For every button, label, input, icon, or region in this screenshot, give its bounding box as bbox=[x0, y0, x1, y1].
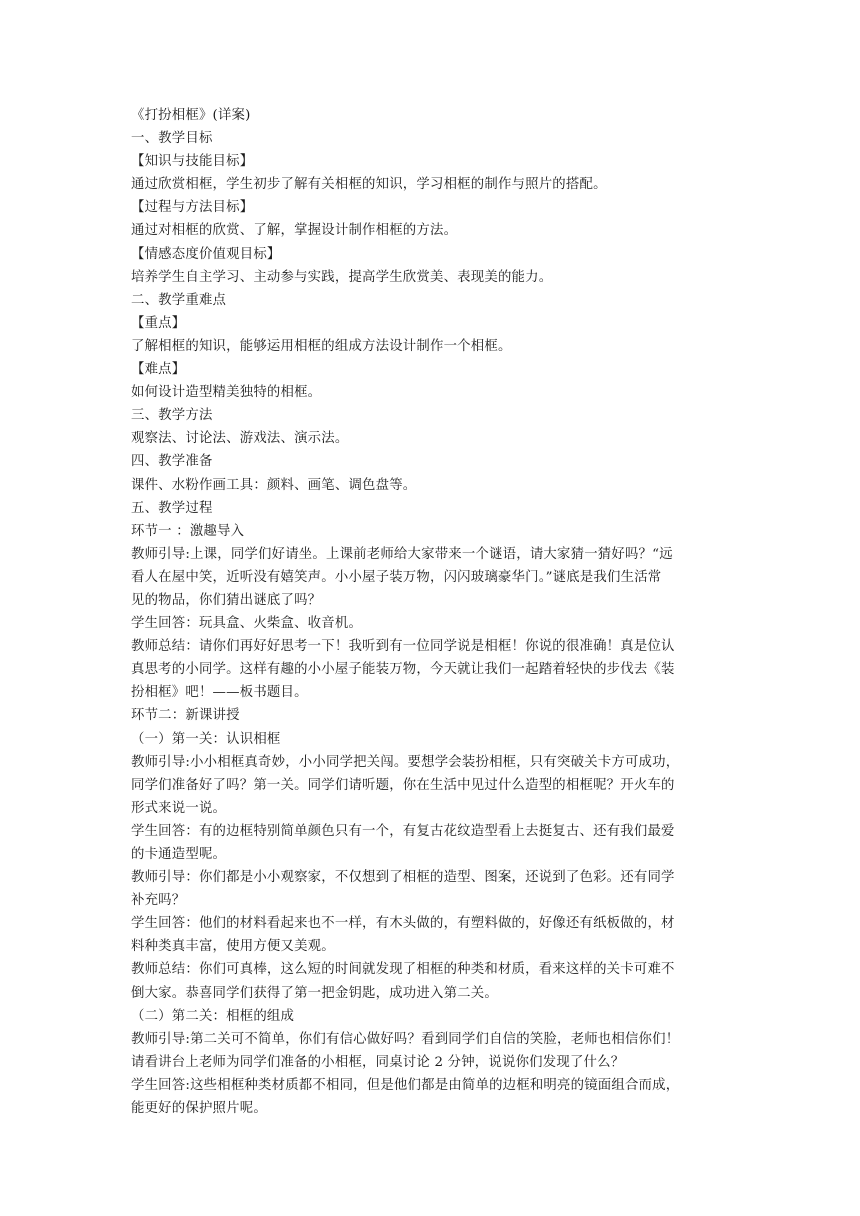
document-title: 《打扮相框》(详案) bbox=[131, 108, 251, 123]
text-line: 三、教学方法 bbox=[131, 408, 213, 424]
text-line: 环节一 ：激趣导入 bbox=[131, 523, 245, 539]
text-line: 扮相框》吧！——板书题目。 bbox=[131, 685, 308, 701]
text-line: 学生回答：有的边框特别简单颜色只有一个，有复古花纹造型看上去挺复古、还有我们最爱 bbox=[131, 823, 675, 839]
text-line: 【难点】 bbox=[131, 362, 186, 378]
text-line: 观察法、讨论法、游戏法、演示法。 bbox=[131, 431, 349, 447]
text-line: 看人在屋中笑，近听没有嬉笑声。小小屋子装万物，闪闪玻璃豪华门。”谜底是我们生活常 bbox=[131, 569, 662, 585]
text-line: 五、教学过程 bbox=[131, 500, 213, 516]
text-line: （二）第二关：相框的组成 bbox=[131, 1008, 295, 1024]
text-line: 培养学生自主学习、主动参与实践，提高学生欣赏美、表现美的能力。 bbox=[131, 269, 553, 285]
text-line: 补充吗？ bbox=[131, 893, 186, 909]
text-line: 同学们准备好了吗？第一关。同学们请听题，你在生活中见过什么造型的相框呢？开火车的 bbox=[131, 777, 675, 793]
text-line: 教师引导:上课，同学们好请坐。上课前老师给大家带来一个谜语，请大家猜一猜好吗？“远 bbox=[131, 546, 673, 562]
text-line: 【情感态度价值观目标】 bbox=[131, 246, 281, 262]
text-line: 教师引导：你们都是小小观察家，不仅想到了相框的造型、图案，还说到了色彩。还有同学 bbox=[131, 870, 675, 886]
text-line: 四、教学准备 bbox=[131, 454, 213, 470]
text-line: 教师引导:第二关可不简单，你们有信心做好吗？看到同学们自信的笑脸，老师也相信你们！ bbox=[131, 1031, 680, 1047]
text-line: 教师总结：请你们再好好思考一下！我听到有一位同学说是相框！你说的很准确！真是位认 bbox=[131, 639, 675, 655]
text-line: 学生回答:这些相框种类材质都不相同，但是他们都是由简单的边框和明亮的镜面组合而成， bbox=[131, 1077, 680, 1093]
text-line: （一）第一关：认识相框 bbox=[131, 731, 281, 747]
text-line: 【重点】 bbox=[131, 315, 186, 331]
text-line: 教师总结：你们可真棒，这么短的时间就发现了相框的种类和材质，看来这样的关卡可难不 bbox=[131, 962, 675, 978]
text-line: 学生回答：玩具盒、火柴盒、收音机。 bbox=[131, 616, 363, 632]
text-line: 学生回答：他们的材料看起来也不一样，有木头做的，有塑料做的，好像还有纸板做的，材 bbox=[131, 916, 675, 932]
text-line: 真思考的小同学。这样有趣的小小屋子能装万物，今天就让我们一起踏着轻快的步伐去《装 bbox=[131, 662, 675, 678]
text-line: 教师引导:小小相框真奇妙，小小同学把关闯。要想学会装扮相框，只有突破关卡方可成功， bbox=[131, 754, 680, 770]
text-line: 课件、水粉作画工具：颜料、画笔、调色盘等。 bbox=[131, 477, 417, 493]
text-line: 料种类真丰富，使用方便又美观。 bbox=[131, 939, 335, 955]
text-line: 环节二：新课讲授 bbox=[131, 708, 240, 724]
text-line: 请看讲台上老师为同学们准备的小相框，同桌讨论 2 分钟，说说你们发现了什么？ bbox=[131, 1054, 625, 1070]
text-line: 通过欣赏相框，学生初步了解有关相框的知识，学习相框的制作与照片的搭配。 bbox=[131, 177, 607, 193]
text-line: 的卡通造型呢。 bbox=[131, 847, 227, 862]
text-line: 能更好的保护照片呢。 bbox=[131, 1101, 267, 1117]
text-line: 【知识与技能目标】 bbox=[131, 154, 254, 170]
text-line: 二、教学重难点 bbox=[131, 292, 227, 308]
text-line: 通过对相框的欣赏、了解，掌握设计制作相框的方法。 bbox=[131, 223, 458, 239]
text-line: 见的物品，你们猜出谜底了吗？ bbox=[131, 592, 322, 608]
text-line: 形式来说一说。 bbox=[131, 800, 227, 816]
text-line: 了解相框的知识，能够运用相框的组成方法设计制作一个相框。 bbox=[131, 338, 512, 354]
text-line: 一、教学目标 bbox=[131, 131, 213, 147]
text-line: 倒大家。恭喜同学们获得了第一把金钥匙，成功进入第二关。 bbox=[131, 985, 498, 1001]
text-line: 如何设计造型精美独特的相框。 bbox=[131, 385, 322, 401]
text-line: 【过程与方法目标】 bbox=[131, 200, 254, 216]
